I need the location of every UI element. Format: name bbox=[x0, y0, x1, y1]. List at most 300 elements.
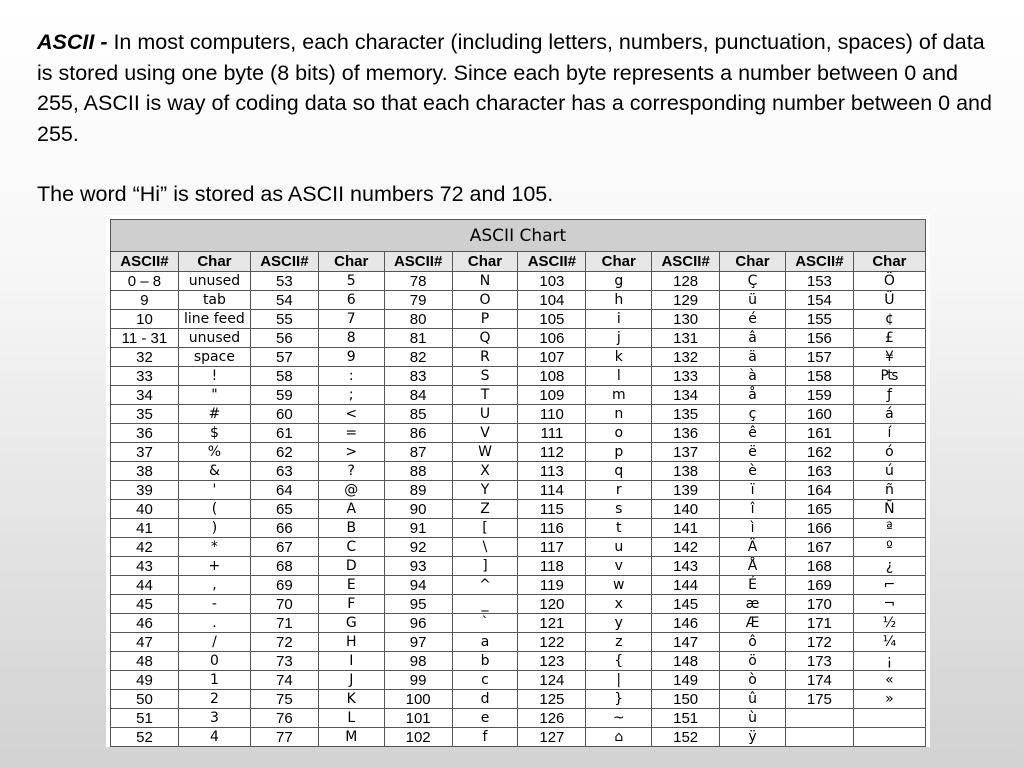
table-row bbox=[111, 424, 926, 443]
ascii-char-cell: Å bbox=[720, 557, 786, 576]
ascii-code-cell: 126 bbox=[518, 709, 586, 728]
ascii-code-cell: 114 bbox=[518, 481, 586, 500]
ascii-char-cell: Y bbox=[452, 481, 518, 500]
ascii-code-cell: 119 bbox=[518, 576, 586, 595]
ascii-char-cell: w bbox=[586, 576, 652, 595]
ascii-char-cell: N bbox=[452, 272, 518, 291]
column-header: Char bbox=[586, 252, 652, 272]
ascii-char-cell: t bbox=[586, 519, 652, 538]
ascii-char-cell: ä bbox=[720, 348, 786, 367]
ascii-char-cell: 3 bbox=[178, 709, 250, 728]
ascii-char-cell: 6 bbox=[318, 291, 384, 310]
ascii-code-cell: 96 bbox=[384, 614, 452, 633]
ascii-char-cell: V bbox=[452, 424, 518, 443]
ascii-char-cell: ò bbox=[720, 671, 786, 690]
column-header: ASCII# bbox=[250, 252, 318, 272]
ascii-code-cell: 83 bbox=[384, 367, 452, 386]
ascii-code-cell: 33 bbox=[111, 367, 179, 386]
ascii-code-cell: 154 bbox=[785, 291, 853, 310]
ascii-code-cell: 172 bbox=[785, 633, 853, 652]
ascii-code-cell: 91 bbox=[384, 519, 452, 538]
table-row bbox=[111, 443, 926, 462]
ascii-code-cell: 44 bbox=[111, 576, 179, 595]
table-row bbox=[111, 386, 926, 405]
column-header: ASCII# bbox=[785, 252, 853, 272]
ascii-char-cell: G bbox=[318, 614, 384, 633]
table-body bbox=[111, 272, 926, 747]
column-header: ASCII# bbox=[384, 252, 452, 272]
ascii-code-cell: 168 bbox=[785, 557, 853, 576]
ascii-code-cell: 41 bbox=[111, 519, 179, 538]
ascii-code-cell: 174 bbox=[785, 671, 853, 690]
ascii-char-cell: ù bbox=[720, 709, 786, 728]
ascii-char-cell: ê bbox=[720, 424, 786, 443]
ascii-char-cell: á bbox=[853, 405, 925, 424]
ascii-char-cell: [ bbox=[452, 519, 518, 538]
ascii-char-cell: Ö bbox=[853, 272, 925, 291]
ascii-char-cell: = bbox=[318, 424, 384, 443]
ascii-char-cell: ¼ bbox=[853, 633, 925, 652]
ascii-char-cell: ? bbox=[318, 462, 384, 481]
ascii-code-cell: 151 bbox=[652, 709, 720, 728]
ascii-char-cell: W bbox=[452, 443, 518, 462]
ascii-code-cell: 84 bbox=[384, 386, 452, 405]
ascii-code-cell: 67 bbox=[250, 538, 318, 557]
ascii-char-cell: h bbox=[586, 291, 652, 310]
ascii-char-cell: É bbox=[720, 576, 786, 595]
ascii-code-cell: 165 bbox=[785, 500, 853, 519]
ascii-code-cell: 166 bbox=[785, 519, 853, 538]
ascii-code-cell: 101 bbox=[384, 709, 452, 728]
ascii-code-cell: 141 bbox=[652, 519, 720, 538]
ascii-code-cell: 150 bbox=[652, 690, 720, 709]
ascii-char-cell: ⌐ bbox=[853, 576, 925, 595]
ascii-code-cell: 55 bbox=[250, 310, 318, 329]
intro-text bbox=[37, 27, 997, 210]
ascii-char-cell: S bbox=[452, 367, 518, 386]
table-row bbox=[111, 272, 926, 291]
ascii-code-cell: 66 bbox=[250, 519, 318, 538]
ascii-char-cell: æ bbox=[720, 595, 786, 614]
ascii-code-cell: 98 bbox=[384, 652, 452, 671]
column-header: Char bbox=[853, 252, 925, 272]
ascii-char-cell: s bbox=[586, 500, 652, 519]
table-row bbox=[111, 462, 926, 481]
ascii-code-cell: 70 bbox=[250, 595, 318, 614]
ascii-char-cell: ¥ bbox=[853, 348, 925, 367]
ascii-char-cell: î bbox=[720, 500, 786, 519]
ascii-code-cell: 87 bbox=[384, 443, 452, 462]
ascii-code-cell: 49 bbox=[111, 671, 179, 690]
ascii-char-cell: ÿ bbox=[720, 728, 786, 747]
ascii-code-cell: 82 bbox=[384, 348, 452, 367]
ascii-char-cell: f bbox=[452, 728, 518, 747]
ascii-char-cell: ë bbox=[720, 443, 786, 462]
ascii-char-cell: ' bbox=[178, 481, 250, 500]
ascii-char-cell: U bbox=[452, 405, 518, 424]
ascii-char-cell: - bbox=[178, 595, 250, 614]
ascii-char-cell: ¢ bbox=[853, 310, 925, 329]
ascii-char-cell: ; bbox=[318, 386, 384, 405]
column-header: Char bbox=[178, 252, 250, 272]
ascii-char-cell: tab bbox=[178, 291, 250, 310]
ascii-code-cell: 131 bbox=[652, 329, 720, 348]
chart-title: ASCII Chart bbox=[110, 219, 926, 251]
ascii-char-cell: º bbox=[853, 538, 925, 557]
ascii-code-cell: 169 bbox=[785, 576, 853, 595]
ascii-code-cell: 79 bbox=[384, 291, 452, 310]
ascii-char-cell: H bbox=[318, 633, 384, 652]
ascii-char-cell: à bbox=[720, 367, 786, 386]
ascii-char-cell: < bbox=[318, 405, 384, 424]
ascii-char-cell: | bbox=[586, 671, 652, 690]
ascii-char-cell: Z bbox=[452, 500, 518, 519]
ascii-char-cell: & bbox=[178, 462, 250, 481]
ascii-code-cell: 76 bbox=[250, 709, 318, 728]
ascii-char-cell: é bbox=[720, 310, 786, 329]
ascii-char-cell: 5 bbox=[318, 272, 384, 291]
table-row bbox=[111, 557, 926, 576]
ascii-code-cell: 106 bbox=[518, 329, 586, 348]
ascii-code-cell: 160 bbox=[785, 405, 853, 424]
ascii-code-cell: 81 bbox=[384, 329, 452, 348]
ascii-char-cell: ñ bbox=[853, 481, 925, 500]
ascii-code-cell: 117 bbox=[518, 538, 586, 557]
ascii-code-cell: 54 bbox=[250, 291, 318, 310]
table-row bbox=[111, 709, 926, 728]
ascii-code-cell: 62 bbox=[250, 443, 318, 462]
ascii-char-cell: ü bbox=[720, 291, 786, 310]
ascii-char-cell: j bbox=[586, 329, 652, 348]
ascii-code-cell: 80 bbox=[384, 310, 452, 329]
ascii-char-cell: g bbox=[586, 272, 652, 291]
column-header: ASCII# bbox=[518, 252, 586, 272]
ascii-code-cell: 116 bbox=[518, 519, 586, 538]
ascii-code-cell: 32 bbox=[111, 348, 179, 367]
ascii-char-cell: O bbox=[452, 291, 518, 310]
ascii-char-cell bbox=[853, 709, 925, 728]
ascii-code-cell: 132 bbox=[652, 348, 720, 367]
ascii-char-cell: 1 bbox=[178, 671, 250, 690]
ascii-code-cell: 90 bbox=[384, 500, 452, 519]
ascii-char-cell: n bbox=[586, 405, 652, 424]
ascii-code-cell: 158 bbox=[785, 367, 853, 386]
ascii-char-cell: ª bbox=[853, 519, 925, 538]
ascii-char-cell: è bbox=[720, 462, 786, 481]
table-row bbox=[111, 291, 926, 310]
ascii-char-cell: l bbox=[586, 367, 652, 386]
ascii-code-cell: 156 bbox=[785, 329, 853, 348]
ascii-char-cell: C bbox=[318, 538, 384, 557]
ascii-code-cell: 136 bbox=[652, 424, 720, 443]
ascii-code-cell: 125 bbox=[518, 690, 586, 709]
ascii-code-cell: 10 bbox=[111, 310, 179, 329]
ascii-code-cell: 40 bbox=[111, 500, 179, 519]
table-row bbox=[111, 348, 926, 367]
ascii-char-cell: / bbox=[178, 633, 250, 652]
ascii-code-cell: 71 bbox=[250, 614, 318, 633]
ascii-code-cell: 157 bbox=[785, 348, 853, 367]
ascii-char-cell: x bbox=[586, 595, 652, 614]
table-row bbox=[111, 690, 926, 709]
ascii-code-cell: 121 bbox=[518, 614, 586, 633]
table-row bbox=[111, 576, 926, 595]
ascii-char-cell: û bbox=[720, 690, 786, 709]
ascii-code-cell: 161 bbox=[785, 424, 853, 443]
ascii-char-cell: ú bbox=[853, 462, 925, 481]
ascii-code-cell: 48 bbox=[111, 652, 179, 671]
ascii-char-cell: q bbox=[586, 462, 652, 481]
ascii-char-cell: 7 bbox=[318, 310, 384, 329]
ascii-char-cell: ô bbox=[720, 633, 786, 652]
ascii-char-cell: space bbox=[178, 348, 250, 367]
ascii-char-cell: o bbox=[586, 424, 652, 443]
table-row bbox=[111, 329, 926, 348]
ascii-code-cell: 64 bbox=[250, 481, 318, 500]
ascii-char-cell: ¿ bbox=[853, 557, 925, 576]
ascii-char-cell: X bbox=[452, 462, 518, 481]
ascii-char-cell: K bbox=[318, 690, 384, 709]
ascii-char-cell: I bbox=[318, 652, 384, 671]
ascii-char-cell: v bbox=[586, 557, 652, 576]
ascii-code-cell: 105 bbox=[518, 310, 586, 329]
ascii-code-cell: 38 bbox=[111, 462, 179, 481]
ascii-char-cell: > bbox=[318, 443, 384, 462]
table-row bbox=[111, 595, 926, 614]
ascii-code-cell: 95 bbox=[384, 595, 452, 614]
ascii-char-cell: B bbox=[318, 519, 384, 538]
ascii-code-cell: 53 bbox=[250, 272, 318, 291]
column-header: Char bbox=[318, 252, 384, 272]
intro-example: The word “Hi” is stored as ASCII numbers 72 and 105. bbox=[37, 182, 554, 206]
ascii-code-cell: 108 bbox=[518, 367, 586, 386]
ascii-code-cell: 97 bbox=[384, 633, 452, 652]
ascii-code-cell: 129 bbox=[652, 291, 720, 310]
ascii-code-cell: 155 bbox=[785, 310, 853, 329]
ascii-char-cell: { bbox=[586, 652, 652, 671]
ascii-code-cell: 130 bbox=[652, 310, 720, 329]
column-header: Char bbox=[720, 252, 786, 272]
ascii-code-cell: 103 bbox=[518, 272, 586, 291]
ascii-char-cell: â bbox=[720, 329, 786, 348]
ascii-char-cell: z bbox=[586, 633, 652, 652]
ascii-char-cell: J bbox=[318, 671, 384, 690]
ascii-char-cell: ƒ bbox=[853, 386, 925, 405]
ascii-code-cell: 118 bbox=[518, 557, 586, 576]
ascii-code-cell: 85 bbox=[384, 405, 452, 424]
ascii-code-cell: 45 bbox=[111, 595, 179, 614]
ascii-code-cell: 143 bbox=[652, 557, 720, 576]
ascii-code-cell: 113 bbox=[518, 462, 586, 481]
ascii-chart bbox=[106, 215, 930, 747]
table-row bbox=[111, 652, 926, 671]
ascii-char-cell: c bbox=[452, 671, 518, 690]
ascii-code-cell: 88 bbox=[384, 462, 452, 481]
ascii-char-cell: b bbox=[452, 652, 518, 671]
ascii-table bbox=[110, 251, 926, 747]
ascii-code-cell: 61 bbox=[250, 424, 318, 443]
ascii-code-cell: 59 bbox=[250, 386, 318, 405]
intro-body: In most computers, each character (including letters, numbers, punctuation, spaces) of data is stored using one byte (8 bits) of memory. Since each byte represents a number between 0 and 255, ASCII is way of coding data so that each character has a corresponding number between 0 and 255. bbox=[37, 30, 992, 146]
column-header: ASCII# bbox=[111, 252, 179, 272]
ascii-code-cell: 78 bbox=[384, 272, 452, 291]
ascii-char-cell: $ bbox=[178, 424, 250, 443]
ascii-char-cell: ç bbox=[720, 405, 786, 424]
ascii-char-cell: ^ bbox=[452, 576, 518, 595]
ascii-code-cell bbox=[785, 728, 853, 747]
ascii-code-cell: 122 bbox=[518, 633, 586, 652]
ascii-char-cell: F bbox=[318, 595, 384, 614]
ascii-code-cell: 149 bbox=[652, 671, 720, 690]
table-row bbox=[111, 500, 926, 519]
ascii-char-cell: í bbox=[853, 424, 925, 443]
ascii-code-cell: 120 bbox=[518, 595, 586, 614]
ascii-code-cell: 146 bbox=[652, 614, 720, 633]
ascii-code-cell: 164 bbox=[785, 481, 853, 500]
ascii-char-cell: ) bbox=[178, 519, 250, 538]
table-header-row bbox=[111, 252, 926, 272]
ascii-char-cell: » bbox=[853, 690, 925, 709]
ascii-char-cell: _ bbox=[452, 595, 518, 614]
ascii-code-cell: 52 bbox=[111, 728, 179, 747]
ascii-code-cell: 170 bbox=[785, 595, 853, 614]
ascii-code-cell: 77 bbox=[250, 728, 318, 747]
ascii-code-cell: 112 bbox=[518, 443, 586, 462]
ascii-char-cell: L bbox=[318, 709, 384, 728]
table-row bbox=[111, 614, 926, 633]
ascii-code-cell: 147 bbox=[652, 633, 720, 652]
ascii-char-cell: a bbox=[452, 633, 518, 652]
table-row bbox=[111, 481, 926, 500]
ascii-code-cell: 135 bbox=[652, 405, 720, 424]
ascii-code-cell: 56 bbox=[250, 329, 318, 348]
ascii-code-cell: 159 bbox=[785, 386, 853, 405]
ascii-code-cell: 167 bbox=[785, 538, 853, 557]
ascii-code-cell: 37 bbox=[111, 443, 179, 462]
ascii-char-cell: + bbox=[178, 557, 250, 576]
ascii-char-cell: ] bbox=[452, 557, 518, 576]
ascii-char-cell: i bbox=[586, 310, 652, 329]
ascii-code-cell: 153 bbox=[785, 272, 853, 291]
ascii-code-cell: 148 bbox=[652, 652, 720, 671]
ascii-char-cell bbox=[853, 728, 925, 747]
ascii-code-cell: 171 bbox=[785, 614, 853, 633]
ascii-char-cell: } bbox=[586, 690, 652, 709]
ascii-code-cell: 68 bbox=[250, 557, 318, 576]
ascii-code-cell: 162 bbox=[785, 443, 853, 462]
ascii-code-cell: 138 bbox=[652, 462, 720, 481]
ascii-char-cell: unused bbox=[178, 329, 250, 348]
ascii-code-cell: 35 bbox=[111, 405, 179, 424]
ascii-code-cell: 142 bbox=[652, 538, 720, 557]
ascii-code-cell: 92 bbox=[384, 538, 452, 557]
ascii-char-cell: 0 bbox=[178, 652, 250, 671]
ascii-char-cell: # bbox=[178, 405, 250, 424]
ascii-char-cell: d bbox=[452, 690, 518, 709]
ascii-code-cell: 107 bbox=[518, 348, 586, 367]
ascii-code-cell: 140 bbox=[652, 500, 720, 519]
ascii-code-cell: 173 bbox=[785, 652, 853, 671]
ascii-char-cell: ~ bbox=[586, 709, 652, 728]
ascii-code-cell: 93 bbox=[384, 557, 452, 576]
intro-paragraph bbox=[37, 27, 997, 149]
ascii-code-cell: 65 bbox=[250, 500, 318, 519]
ascii-code-cell: 57 bbox=[250, 348, 318, 367]
ascii-char-cell: r bbox=[586, 481, 652, 500]
ascii-code-cell: 9 bbox=[111, 291, 179, 310]
ascii-code-cell: 111 bbox=[518, 424, 586, 443]
ascii-code-cell bbox=[785, 709, 853, 728]
ascii-code-cell: 100 bbox=[384, 690, 452, 709]
ascii-code-cell: 175 bbox=[785, 690, 853, 709]
ascii-char-cell: 2 bbox=[178, 690, 250, 709]
ascii-code-cell: 43 bbox=[111, 557, 179, 576]
ascii-code-cell: 11 - 31 bbox=[111, 329, 179, 348]
ascii-char-cell: 4 bbox=[178, 728, 250, 747]
ascii-code-cell: 124 bbox=[518, 671, 586, 690]
ascii-char-cell: ï bbox=[720, 481, 786, 500]
ascii-char-cell: Ñ bbox=[853, 500, 925, 519]
ascii-code-cell: 46 bbox=[111, 614, 179, 633]
ascii-code-cell: 36 bbox=[111, 424, 179, 443]
ascii-code-cell: 102 bbox=[384, 728, 452, 747]
ascii-code-cell: 137 bbox=[652, 443, 720, 462]
ascii-char-cell: unused bbox=[178, 272, 250, 291]
table-row bbox=[111, 519, 926, 538]
ascii-code-cell: 58 bbox=[250, 367, 318, 386]
ascii-code-cell: 163 bbox=[785, 462, 853, 481]
ascii-char-cell: ` bbox=[452, 614, 518, 633]
ascii-char-cell: % bbox=[178, 443, 250, 462]
table-row bbox=[111, 671, 926, 690]
ascii-char-cell: u bbox=[586, 538, 652, 557]
ascii-char-cell: R bbox=[452, 348, 518, 367]
ascii-code-cell: 42 bbox=[111, 538, 179, 557]
ascii-code-cell: 145 bbox=[652, 595, 720, 614]
ascii-code-cell: 50 bbox=[111, 690, 179, 709]
ascii-char-cell: 9 bbox=[318, 348, 384, 367]
ascii-code-cell: 134 bbox=[652, 386, 720, 405]
ascii-char-cell: e bbox=[452, 709, 518, 728]
ascii-code-cell: 128 bbox=[652, 272, 720, 291]
table-row bbox=[111, 633, 926, 652]
ascii-char-cell: k bbox=[586, 348, 652, 367]
ascii-char-cell: A bbox=[318, 500, 384, 519]
ascii-char-cell: « bbox=[853, 671, 925, 690]
ascii-char-cell: ó bbox=[853, 443, 925, 462]
ascii-code-cell: 73 bbox=[250, 652, 318, 671]
ascii-code-cell: 99 bbox=[384, 671, 452, 690]
ascii-code-cell: 75 bbox=[250, 690, 318, 709]
ascii-code-cell: 115 bbox=[518, 500, 586, 519]
ascii-char-cell: M bbox=[318, 728, 384, 747]
ascii-char-cell: Q bbox=[452, 329, 518, 348]
ascii-char-cell: y bbox=[586, 614, 652, 633]
ascii-char-cell: m bbox=[586, 386, 652, 405]
ascii-char-cell: 8 bbox=[318, 329, 384, 348]
table-row bbox=[111, 538, 926, 557]
ascii-code-cell: 110 bbox=[518, 405, 586, 424]
ascii-code-cell: 51 bbox=[111, 709, 179, 728]
ascii-char-cell: ½ bbox=[853, 614, 925, 633]
ascii-char-cell: ¡ bbox=[853, 652, 925, 671]
ascii-code-cell: 63 bbox=[250, 462, 318, 481]
ascii-code-cell: 109 bbox=[518, 386, 586, 405]
ascii-char-cell: Ä bbox=[720, 538, 786, 557]
ascii-char-cell: Ç bbox=[720, 272, 786, 291]
ascii-char-cell: P bbox=[452, 310, 518, 329]
intro-lead: ASCII - bbox=[37, 30, 108, 54]
